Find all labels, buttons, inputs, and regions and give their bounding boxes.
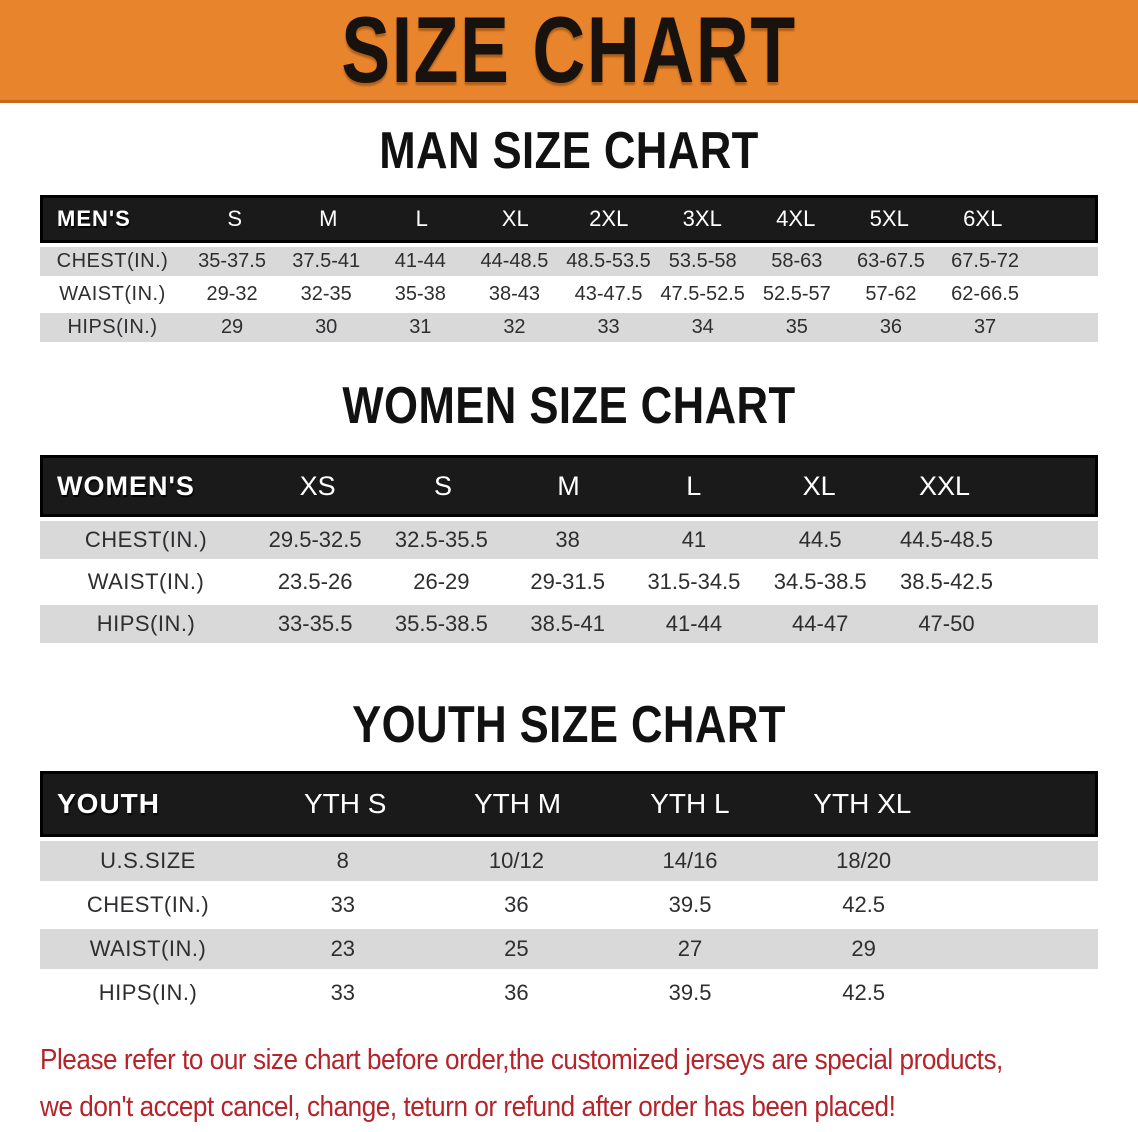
measurement-row [40,521,1098,559]
measurement-value: 14/16 [662,848,718,873]
size-column-header: L [686,470,702,501]
measurement-value: 32-35 [300,283,352,305]
row-label: WAIST(IN.) [87,569,205,594]
size-column-header: YTH M [474,788,562,819]
measurement-value: 32 [503,316,526,338]
measurement-value: 44-48.5 [480,250,549,272]
size-column-header: XL [501,206,529,231]
measurement-value: 35 [785,316,808,338]
measurement-value: 29-31.5 [530,569,605,594]
row-label: CHEST(IN.) [56,250,169,272]
measurement-value: 35-37.5 [198,250,266,272]
womens-table-header-row [40,455,1098,517]
womens-table-label: WOMEN'S [57,470,195,501]
row-label: CHEST(IN.) [84,527,208,552]
size-column-header: XXL [919,470,971,501]
measurement-value: 47-50 [918,611,975,636]
measurement-value: 38.5-41 [530,611,605,636]
measurement-value: 38.5-42.5 [899,569,993,594]
measurement-value: 33 [330,892,356,917]
size-column-header: M [319,206,338,231]
banner-title: SIZE CHART [341,0,797,102]
row-label: CHEST(IN.) [86,892,210,917]
measurement-value: 47.5-52.5 [660,283,745,305]
measurement-value: 8 [336,848,349,873]
measurement-value: 29 [851,936,876,961]
youth-size-chart-heading: YOUTH SIZE CHART [352,696,786,754]
measurement-value: 29-32 [206,283,258,305]
measurement-value: 33 [330,980,356,1005]
measurement-value: 30 [315,316,338,338]
measurement-value: 38-43 [488,283,541,305]
measurement-value: 38 [555,527,580,552]
measurement-value: 31.5-34.5 [647,569,741,594]
size-column-header: M [557,470,580,501]
size-column-header: YTH S [303,788,387,819]
size-column-header: 4XL [776,206,816,231]
measurement-value: 34 [691,316,714,338]
size-column-header: YTH XL [813,788,912,819]
size-column-header: 5XL [869,206,909,231]
size-column-header: XL [802,470,836,501]
measurement-value: 33-35.5 [277,611,353,636]
youth-table-header-row [40,771,1098,837]
measurement-value: 58-63 [771,250,823,272]
measurement-value: 26-29 [413,569,470,594]
measurement-value: 63-67.5 [857,250,925,272]
measurement-value: 67.5-72 [951,250,1019,272]
measurement-value: 32.5-35.5 [394,527,488,552]
measurement-value: 44-47 [792,611,849,636]
measurement-row [40,280,1098,309]
measurement-value: 41-44 [665,611,723,636]
size-column-header: S [434,470,453,501]
measurement-value: 42.5 [842,980,886,1005]
measurement-value: 31 [409,316,432,338]
measurement-value: 35.5-38.5 [394,611,488,636]
measurement-value: 34.5-38.5 [773,569,867,594]
measurement-value: 23.5-26 [277,569,353,594]
measurement-value: 39.5 [668,980,712,1005]
measurement-row [40,563,1098,601]
measurement-value: 33 [597,316,620,338]
measurement-value: 29 [220,316,244,338]
measurement-value: 36 [504,980,529,1005]
order-disclaimer [40,1037,1028,1131]
size-column-header: 2XL [589,206,629,231]
row-label: U.S.SIZE [100,848,196,873]
banner [0,0,1138,103]
youth-size-table [40,771,1098,1013]
youth-table-label: YOUTH [57,788,160,819]
measurement-value: 10/12 [488,848,544,873]
measurement-value: 36 [879,316,903,338]
measurement-row [40,841,1098,881]
measurement-row [40,247,1098,276]
measurement-value: 52.5-57 [762,283,831,305]
row-label: HIPS(IN.) [96,611,196,636]
row-label: HIPS(IN.) [98,980,198,1005]
mens-table-label: MEN'S [57,206,131,231]
measurement-value: 53.5-58 [668,250,737,272]
row-label: HIPS(IN.) [67,316,158,338]
measurement-row [40,973,1098,1013]
measurement-value: 42.5 [842,892,886,917]
measurement-value: 62-66.5 [951,283,1019,305]
womens-size-table [40,455,1098,643]
measurement-value: 25 [504,936,529,961]
measurement-value: 41 [681,527,707,552]
size-column-header: L [415,206,428,231]
size-column-header: XS [299,470,336,501]
measurement-value: 39.5 [668,892,712,917]
man-size-chart-heading: MAN SIZE CHART [379,122,759,180]
measurement-value: 35-38 [394,283,446,305]
row-label: WAIST(IN.) [89,936,207,961]
measurement-value: 41-44 [394,250,446,272]
size-column-header: S [227,206,243,231]
disclaimer-line-2: we don't accept cancel, change, teturn or refund after order has been placed! [40,1091,896,1123]
measurement-value: 44.5-48.5 [899,527,993,552]
mens-size-table [40,195,1098,342]
measurement-row [40,605,1098,643]
mens-table-header-row [40,195,1098,243]
measurement-value: 36 [504,892,529,917]
measurement-value: 23 [330,936,356,961]
size-column-header: 6XL [963,206,1003,231]
size-column-header: 3XL [682,206,722,231]
measurement-row [40,313,1098,342]
disclaimer-line-1: Please refer to our size chart before order,the customized jerseys are special products, [40,1044,1003,1076]
measurement-value: 48.5-53.5 [566,250,651,272]
measurement-value: 44.5 [798,527,842,552]
measurement-value: 27 [677,936,703,961]
women-size-chart-heading: WOMEN SIZE CHART [342,377,796,435]
row-label: WAIST(IN.) [59,283,166,305]
measurement-value: 43-47.5 [574,283,643,305]
size-column-header: YTH L [650,788,730,819]
measurement-row [40,885,1098,925]
measurement-value: 29.5-32.5 [268,527,362,552]
measurement-row [40,929,1098,969]
measurement-value: 57-62 [865,283,917,305]
measurement-value: 37 [973,316,997,338]
measurement-value: 37.5-41 [292,250,361,272]
measurement-value: 18/20 [836,848,892,873]
